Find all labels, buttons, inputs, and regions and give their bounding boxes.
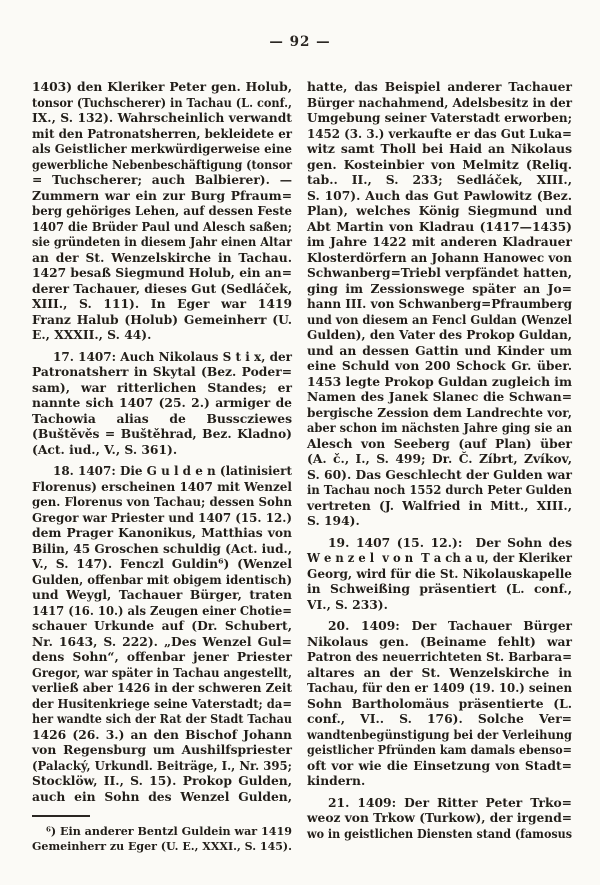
text-line: Namen des Janek Slanec die Schwan= — [307, 389, 572, 404]
text-line: der Husitenkriege seine Vaterstadt; da= — [32, 695, 292, 711]
text-line: wo in geistlichen Diensten stand (famosus — [307, 825, 572, 841]
text-line: verließ aber 1426 in der schweren Zeit — [32, 680, 292, 695]
text-line: = Tuchscherer; auch Balbierer). — — [32, 172, 292, 187]
text-line: altares an der St. Wenzelskirche in — [307, 664, 572, 680]
text-line: auch ein Sohn des Wenzel Gulden, — [32, 788, 292, 804]
text-line: Florenus) erscheinen 1407 mit Wenzel — [32, 478, 292, 494]
text-line: sie gründeten in diesem Jahr einen Altar — [32, 234, 292, 249]
text-line: hatte, das Beispiel anderer Tachauer — [307, 79, 572, 94]
text-line: 21. 1409: Der Ritter Peter Trko= — [328, 794, 572, 810]
text-line: XIII., S. 111). In Eger war 1419 — [32, 296, 292, 311]
text-line: S. 194). — [307, 513, 360, 528]
left-column-text — [32, 79, 292, 804]
text-line: sam), war ritterlichen Standes; er — [32, 379, 292, 395]
paragraph — [32, 824, 292, 853]
text-line: her wandte sich der Rat der Stadt Tachau — [32, 711, 292, 726]
right-column-text — [307, 79, 572, 841]
text-line: und Weygl, Tachauer Bürger, traten — [32, 587, 292, 602]
text-line: von Regensburg um Aushilfspriester — [32, 742, 292, 757]
text-line: Gulden, offenbar mit obigem identisch) — [32, 571, 292, 587]
text-line: gen. Florenus von Tachau; dessen Sohn — [32, 494, 292, 509]
text-line: 1407 die Brüder Paul und Alesch saßen; — [32, 218, 292, 234]
text-line: 19. 1407 (15. 12.): Der Sohn des — [328, 534, 572, 550]
paragraph — [307, 79, 572, 529]
text-line: W e n z e l v o n T a ch a u, der Kleriker — [307, 550, 572, 565]
text-line: wandtenbegünstigung bei der Verleihung — [307, 726, 572, 742]
text-line: Gregor war Priester und 1407 (15. 12.) — [32, 509, 292, 525]
text-line: mit den Patronatsherren, bekleidete er — [32, 125, 292, 141]
text-line: (A. č., I., S. 499; Dr. Č. Zíbrt, Zvíkov, — [307, 451, 572, 466]
text-line: Stocklöw, II., S. 15). Prokop Gulden, — [32, 773, 292, 788]
paragraph — [32, 463, 292, 804]
text-line: gen. Kosteinbier von Melmitz (Reliq. — [307, 156, 572, 172]
text-line: 1426 (26. 3.) an den Bischof Johann — [32, 726, 292, 742]
text-line: 1403) den Kleriker Peter gen. Holub, — [32, 79, 292, 94]
text-line: kindern. — [307, 773, 366, 788]
text-line: und von diesem an Fencl Guldan (Wenzel — [307, 311, 572, 327]
right-column — [307, 79, 572, 853]
text-line: VI., S. 233). — [307, 596, 388, 612]
text-line: 17. 1407: Auch Nikolaus S t i x, der — [53, 348, 292, 364]
text-line: 1417 (16. 10.) als Zeugen einer Chotie= — [32, 602, 292, 618]
text-line: Sohn Bartholomäus präsentierte (L. — [307, 695, 572, 711]
text-line: Abt Martin von Kladrau (1417—1435) — [307, 218, 572, 234]
text-line: weoz von Trkow (Turkow), der irgend= — [307, 810, 572, 825]
text-line: Bilin, 45 Groschen schuldig (Act. iud., — [32, 540, 292, 556]
paragraph — [32, 349, 292, 458]
text-line: im Jahre 1422 mit anderen Kladrauer — [307, 234, 572, 249]
text-line: schauer Urkunde auf (Dr. Schubert, — [32, 618, 292, 633]
text-line: dens Sohn“, offenbar jener Priester — [32, 649, 292, 664]
text-line: 18. 1407: Die G u l d e n (latinisiert — [53, 463, 292, 478]
text-line: witz samt Tholl bei Haid an Nikolaus — [307, 141, 572, 156]
text-line: nannte sich 1407 (25. 2.) armiger de — [32, 395, 292, 410]
text-line: Gemeinherr zu Eger (U. E., XXXI., S. 145). — [32, 838, 292, 853]
text-line: als Geistlicher merkwürdigerweise eine — [32, 141, 292, 156]
text-line: Gulden), den Vater des Prokop Guldan, — [307, 327, 572, 342]
text-line: in Tachau noch 1552 durch Peter Gulden — [307, 482, 572, 497]
text-line: Umgebung seiner Vaterstadt erworben; — [307, 110, 572, 125]
text-line: oft vor wie die Einsetzung von Stadt= — [307, 757, 572, 773]
text-line: an der St. Wenzelskirche in Tachau. — [32, 249, 292, 265]
text-line: dem Prager Kanonikus, Matthias von — [32, 525, 292, 540]
page-number: — 92 — — [269, 34, 331, 50]
left-column — [32, 79, 292, 853]
text-line: berg gehöriges Lehen, auf dessen Feste — [32, 203, 292, 218]
text-line: Klosterdörfern an Johann Hanowec von — [307, 249, 572, 265]
text-line: V., S. 147). Fenczl Guldin⁶) (Wenzel — [32, 556, 292, 571]
paragraph — [307, 535, 572, 613]
text-line: Patronatsherr in Skytal (Bez. Poder= — [32, 364, 292, 379]
text-line: Nikolaus gen. (Beiname fehlt) war — [307, 633, 572, 649]
text-line: in Schweißing präsentiert (L. conf., — [307, 581, 572, 596]
paragraph — [307, 795, 572, 842]
text-line: Plan), welches König Siegmund und — [307, 203, 572, 218]
text-line: S. 60). Das Geschlecht der Gulden war — [307, 466, 572, 482]
text-line: Bürger nachahmend, Adelsbesitz in der — [307, 94, 572, 110]
text-line: Patron des neuerrichteten St. Barbara= — [307, 649, 572, 664]
text-line: Gregor, war später in Tachau angestellt, — [32, 664, 292, 680]
text-line: Nr. 1643, S. 222). „Des Wenzel Gul= — [32, 633, 292, 649]
text-line: Tachowia alias de Busscziewes — [32, 410, 292, 426]
footnote-rule — [32, 815, 90, 817]
footnote-text — [32, 824, 292, 853]
text-line: IX., S. 132). Wahrscheinlich verwandt — [32, 110, 292, 125]
text-line: 20. 1409: Der Tachauer Bürger — [328, 618, 572, 633]
text-line: geistlicher Pfründen kam damals ebenso= — [307, 742, 572, 757]
paragraph — [307, 618, 572, 789]
text-columns — [0, 79, 600, 853]
text-line: 1453 legte Prokop Guldan zugleich im — [307, 373, 572, 389]
text-line: Schwanberg=Triebl verpfändet hatten, — [307, 265, 572, 280]
text-line: Tachau, für den er 1409 (19. 10.) seinen — [307, 680, 572, 695]
text-line: derer Tachauer, dieses Gut (Sedláček, — [32, 280, 292, 296]
text-line: Franz Halub (Holub) Gemeinherr (U. — [32, 311, 292, 327]
text-line: conf., VI.. S. 176). Solche Ver= — [307, 711, 572, 726]
text-line: und an dessen Gattin und Kinder um — [307, 342, 572, 358]
footnote — [32, 815, 292, 853]
text-line: hann III. von Schwanberg=Pfraumberg — [307, 296, 572, 311]
text-line: (Buštěvěs = Buštěhrad, Bez. Kladno) — [32, 426, 292, 441]
text-line: vertreten (J. Walfried in Mitt., XIII., — [307, 497, 572, 513]
text-line: (Act. iud., V., S. 361). — [32, 441, 178, 457]
text-line: Alesch von Seeberg (auf Plan) über — [307, 435, 572, 451]
text-line: Georg, wird für die St. Nikolauskapelle — [307, 565, 572, 581]
paragraph — [32, 79, 292, 343]
text-line: 1427 besaß Siegmund Holub, ein an= — [32, 265, 292, 280]
text-line: (Palacký, Urkundl. Beiträge, I., Nr. 395; — [32, 757, 292, 773]
text-line: gewerbliche Nebenbeschäftigung (tonsor — [32, 156, 292, 172]
text-line: Zummern war ein zur Burg Pfraum= — [32, 187, 292, 203]
text-line: 1452 (3. 3.) verkaufte er das Gut Luka= — [307, 125, 572, 141]
text-line: bergische Zession dem Landrechte vor, — [307, 404, 572, 420]
text-line: S. 107). Auch das Gut Pawlowitz (Bez. — [307, 187, 572, 203]
text-line: ging im Zessionswege später an Jo= — [307, 280, 572, 296]
text-line: ⁶) Ein anderer Bentzl Guldein war 1419 — [46, 824, 292, 838]
text-line: eine Schuld von 200 Schock Gr. über. — [307, 358, 572, 373]
text-line: tonsor (Tuchscherer) in Tachau (L. conf., — [32, 94, 292, 110]
text-line: tab.. II., S. 233; Sedláček, XIII., — [307, 172, 572, 187]
text-line: aber schon im nächsten Jahre ging sie an — [307, 420, 572, 435]
text-line: E., XXXII., S. 44). — [32, 327, 152, 342]
